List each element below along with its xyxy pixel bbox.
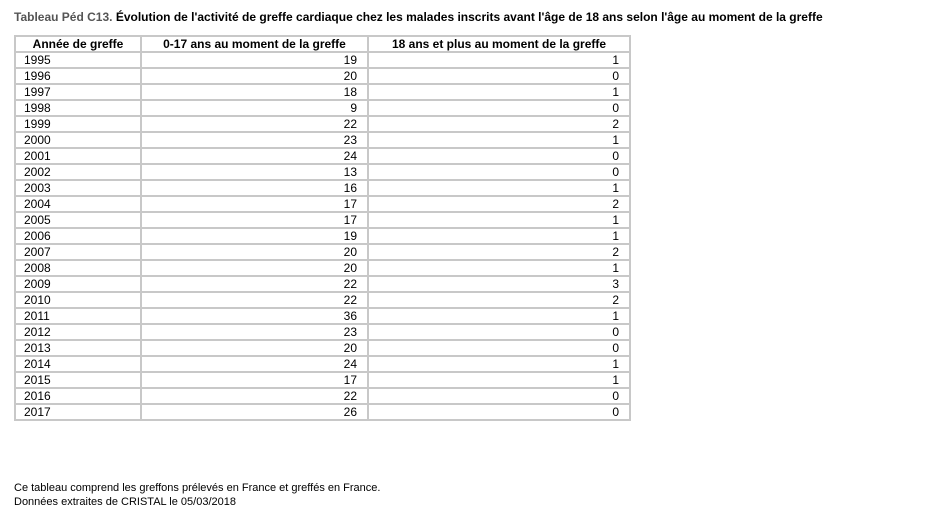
cell-18-plus: 1 bbox=[368, 356, 630, 372]
table-row bbox=[15, 212, 630, 228]
cell-0-17: 17 bbox=[141, 212, 368, 228]
cell-18-plus: 1 bbox=[368, 308, 630, 324]
cell-year: 2013 bbox=[15, 340, 141, 356]
header-0-17: 0-17 ans au moment de la greffe bbox=[141, 36, 368, 52]
cell-18-plus: 2 bbox=[368, 244, 630, 260]
footnotes bbox=[14, 481, 380, 509]
cell-year: 2002 bbox=[15, 164, 141, 180]
cell-year: 2012 bbox=[15, 324, 141, 340]
cell-0-17: 17 bbox=[141, 372, 368, 388]
table-row bbox=[15, 308, 630, 324]
table-row bbox=[15, 68, 630, 84]
table-row bbox=[15, 356, 630, 372]
cell-18-plus: 0 bbox=[368, 148, 630, 164]
cell-year: 2000 bbox=[15, 132, 141, 148]
cell-18-plus: 0 bbox=[368, 324, 630, 340]
cell-18-plus: 0 bbox=[368, 404, 630, 420]
cell-0-17: 22 bbox=[141, 292, 368, 308]
cell-18-plus: 0 bbox=[368, 100, 630, 116]
cell-0-17: 22 bbox=[141, 388, 368, 404]
cell-18-plus: 1 bbox=[368, 212, 630, 228]
cell-0-17: 36 bbox=[141, 308, 368, 324]
cell-0-17: 17 bbox=[141, 196, 368, 212]
cell-year: 1996 bbox=[15, 68, 141, 84]
cell-year: 2007 bbox=[15, 244, 141, 260]
table-row bbox=[15, 116, 630, 132]
cell-0-17: 22 bbox=[141, 116, 368, 132]
cell-year: 2001 bbox=[15, 148, 141, 164]
table-row bbox=[15, 148, 630, 164]
cell-0-17: 20 bbox=[141, 260, 368, 276]
cell-year: 2004 bbox=[15, 196, 141, 212]
cell-year: 2010 bbox=[15, 292, 141, 308]
cell-0-17: 26 bbox=[141, 404, 368, 420]
cell-18-plus: 1 bbox=[368, 132, 630, 148]
cell-18-plus: 0 bbox=[368, 164, 630, 180]
cell-year: 2017 bbox=[15, 404, 141, 420]
table-row bbox=[15, 404, 630, 420]
cell-18-plus: 1 bbox=[368, 180, 630, 196]
table-title bbox=[14, 10, 823, 24]
cell-year: 2015 bbox=[15, 372, 141, 388]
cell-18-plus: 1 bbox=[368, 260, 630, 276]
cell-year: 2014 bbox=[15, 356, 141, 372]
table-row bbox=[15, 196, 630, 212]
cell-18-plus: 1 bbox=[368, 84, 630, 100]
cell-0-17: 23 bbox=[141, 132, 368, 148]
cell-0-17: 20 bbox=[141, 68, 368, 84]
table-row bbox=[15, 84, 630, 100]
cell-0-17: 24 bbox=[141, 356, 368, 372]
cell-year: 2006 bbox=[15, 228, 141, 244]
footnote-source: Données extraites de CRISTAL le 05/03/2018 bbox=[14, 496, 236, 508]
table-row bbox=[15, 132, 630, 148]
cell-0-17: 20 bbox=[141, 244, 368, 260]
table-body bbox=[15, 52, 630, 420]
cell-year: 2008 bbox=[15, 260, 141, 276]
cell-year: 2016 bbox=[15, 388, 141, 404]
table-header-row bbox=[15, 36, 630, 52]
cell-0-17: 9 bbox=[141, 100, 368, 116]
cell-0-17: 13 bbox=[141, 164, 368, 180]
table-row bbox=[15, 372, 630, 388]
cell-year: 1998 bbox=[15, 100, 141, 116]
cell-0-17: 23 bbox=[141, 324, 368, 340]
cell-year: 2005 bbox=[15, 212, 141, 228]
cell-18-plus: 0 bbox=[368, 340, 630, 356]
table-row bbox=[15, 52, 630, 68]
table-row bbox=[15, 180, 630, 196]
cell-18-plus: 1 bbox=[368, 228, 630, 244]
cell-18-plus: 0 bbox=[368, 68, 630, 84]
cell-18-plus: 1 bbox=[368, 52, 630, 68]
table-title-text: Évolution de l'activité de greffe cardiaque chez les malades inscrits avant l'âge de 18 ans selon l'âge au moment de la greffe bbox=[115, 10, 823, 24]
table-row bbox=[15, 100, 630, 116]
cell-year: 2009 bbox=[15, 276, 141, 292]
cell-0-17: 22 bbox=[141, 276, 368, 292]
cell-18-plus: 0 bbox=[368, 388, 630, 404]
cell-18-plus: 2 bbox=[368, 292, 630, 308]
cell-0-17: 19 bbox=[141, 52, 368, 68]
header-18-plus: 18 ans et plus au moment de la greffe bbox=[368, 36, 630, 52]
cell-18-plus: 1 bbox=[368, 372, 630, 388]
table-row bbox=[15, 324, 630, 340]
cell-year: 1999 bbox=[15, 116, 141, 132]
header-year: Année de greffe bbox=[15, 36, 141, 52]
heart-transplant-table bbox=[14, 35, 631, 421]
table-row bbox=[15, 292, 630, 308]
cell-0-17: 20 bbox=[141, 340, 368, 356]
cell-year: 1997 bbox=[15, 84, 141, 100]
cell-year: 2011 bbox=[15, 308, 141, 324]
cell-0-17: 19 bbox=[141, 228, 368, 244]
cell-18-plus: 2 bbox=[368, 196, 630, 212]
table-row bbox=[15, 340, 630, 356]
table-row bbox=[15, 276, 630, 292]
table-row bbox=[15, 260, 630, 276]
table-row bbox=[15, 388, 630, 404]
cell-year: 1995 bbox=[15, 52, 141, 68]
table-row bbox=[15, 244, 630, 260]
table-row bbox=[15, 164, 630, 180]
cell-18-plus: 2 bbox=[368, 116, 630, 132]
table-row bbox=[15, 228, 630, 244]
cell-0-17: 18 bbox=[141, 84, 368, 100]
table-title-label: Tableau Péd C13. bbox=[14, 10, 113, 24]
footnote-scope: Ce tableau comprend les greffons prélevés en France et greffés en France. bbox=[14, 482, 381, 494]
cell-year: 2003 bbox=[15, 180, 141, 196]
cell-18-plus: 3 bbox=[368, 276, 630, 292]
cell-0-17: 16 bbox=[141, 180, 368, 196]
cell-0-17: 24 bbox=[141, 148, 368, 164]
